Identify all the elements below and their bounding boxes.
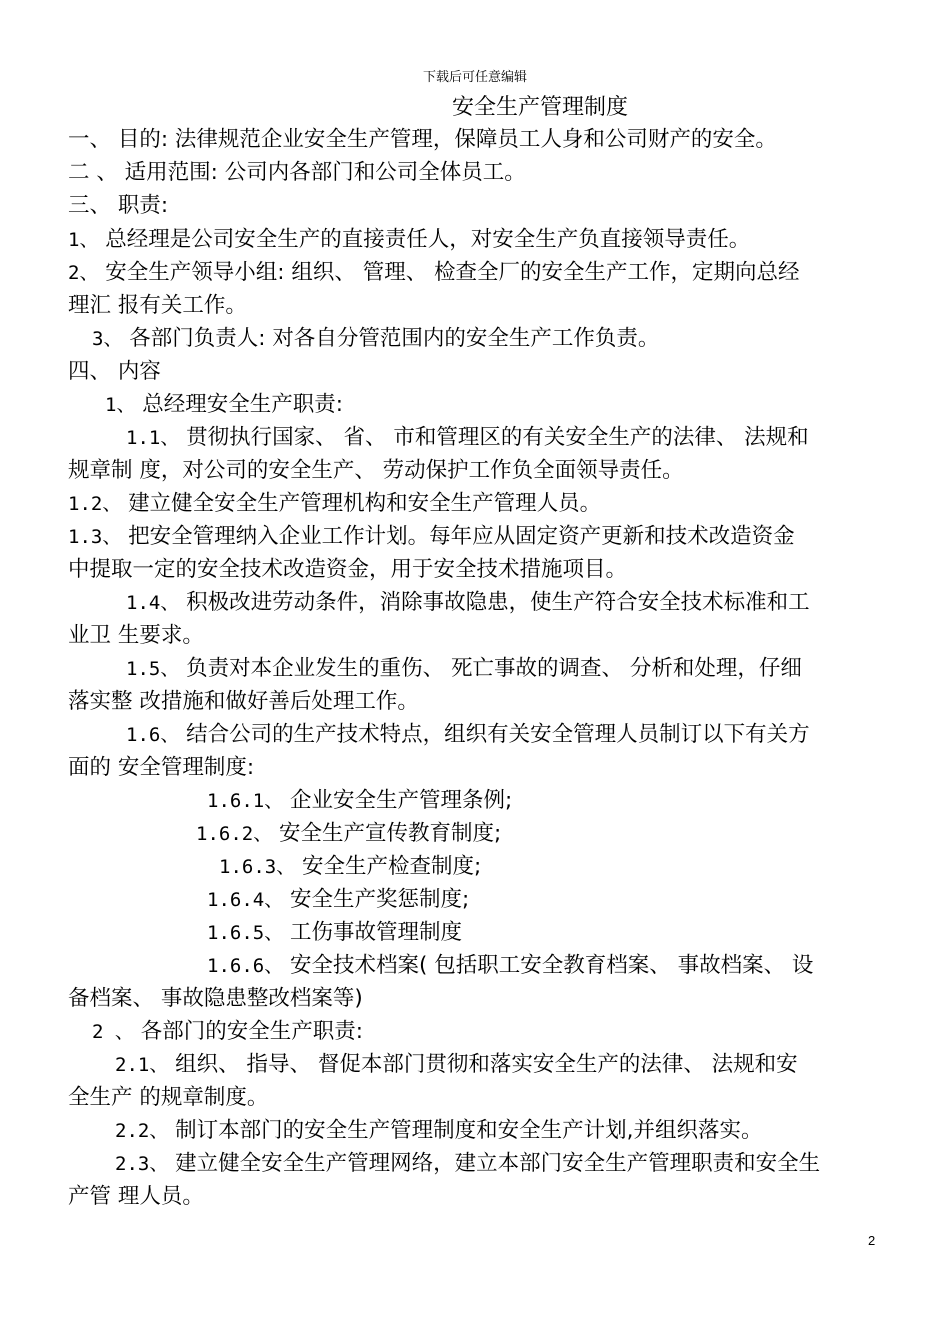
content-item-2	[92, 1016, 363, 1048]
item-number: 1.6.4、	[207, 889, 284, 911]
line-text: 业卫 生要求。	[68, 623, 204, 648]
content-item-1-6-3	[219, 851, 481, 883]
content-item-1-3	[68, 521, 795, 553]
line-text: 全生产 的规章制度。	[68, 1085, 269, 1110]
content-item-1-4	[126, 587, 810, 619]
line-text: 规章制 度，对公司的安全生产、 劳动保护工作负全面领导责任。	[68, 458, 684, 483]
line-text: 四、 内容	[68, 359, 161, 384]
content-item-2-3-cont	[68, 1181, 204, 1213]
content-item-2-3	[115, 1148, 820, 1180]
content-item-1-2	[68, 488, 601, 520]
item-number: 2.3、	[115, 1153, 169, 1175]
content-item-1-4-cont	[68, 620, 204, 652]
content-item-1-5-cont	[68, 686, 419, 718]
line-text: 制订本部门的安全生产管理制度和安全生产计划,并组织落实。	[168, 1118, 763, 1143]
content-item-2-1	[115, 1049, 798, 1081]
content-item-1-1	[126, 422, 809, 454]
content-item-1-6-1	[207, 785, 512, 817]
item-number: 1.5、	[126, 658, 180, 680]
line-text: 总经理是公司安全生产的直接责任人，对安全生产负直接领导责任。	[98, 227, 751, 252]
item-number: 1.6.5、	[207, 922, 284, 944]
content-item-1-5	[126, 653, 802, 685]
line-text: 三、 职责:	[68, 193, 169, 218]
item-number: 2.1、	[115, 1054, 169, 1076]
line-text: 建立健全安全生产管理网络，建立本部门安全生产管理职责和安全生	[168, 1151, 821, 1176]
item-number: 2 、	[92, 1021, 134, 1043]
item-number: 1.4、	[126, 592, 180, 614]
line-text: 工伤事故管理制度	[283, 920, 463, 945]
content-item-1-6-cont	[68, 752, 254, 784]
line-text: 安全生产奖惩制度;	[283, 887, 470, 912]
item-number: 1.6.1、	[207, 790, 284, 812]
line-text: 负责对本企业发生的重伤、 死亡事故的调查、 分析和处理，仔细	[179, 656, 802, 681]
content-item-1	[105, 389, 343, 421]
item-number: 1、	[68, 229, 99, 251]
line-text: 落实整 改措施和做好善后处理工作。	[68, 689, 419, 714]
content-item-1-1-cont	[68, 455, 684, 487]
line-text: 备档案、 事故隐患整改档案等)	[68, 986, 363, 1011]
line-text: 各部门负责人: 对各自分管范围内的安全生产工作负责。	[122, 326, 660, 351]
item-number: 1.2、	[68, 493, 122, 515]
line-text: 安全技术档案( 包括职工安全教育档案、 事故档案、 设	[283, 953, 814, 978]
line-text: 理汇 报有关工作。	[68, 293, 247, 318]
item-number: 2、	[68, 262, 99, 284]
item-number: 1.6.6、	[207, 955, 284, 977]
duty-item-2	[68, 257, 800, 289]
item-number: 1.6.2、	[196, 823, 273, 845]
page-header: 下载后可任意编辑	[422, 70, 527, 85]
item-number: 1.6.3、	[219, 856, 296, 878]
line-text: 企业安全生产管理条例;	[283, 788, 513, 813]
line-text: 一、 目的: 法律规范企业安全生产管理，保障员工人身和公司财产的安全。	[68, 127, 777, 152]
content-item-1-6-6	[207, 950, 813, 982]
line-text: 建立健全安全生产管理机构和安全生产管理人员。	[121, 491, 602, 516]
line-text: 贯彻执行国家、 省、 市和管理区的有关安全生产的法律、 法规和	[179, 425, 809, 450]
section-scope	[68, 157, 526, 189]
line-text: 安全生产宣传教育制度;	[272, 821, 502, 846]
content-item-2-1-cont	[68, 1082, 268, 1114]
item-number: 3、	[92, 328, 123, 350]
line-text: 各部门的安全生产职责:	[133, 1019, 363, 1044]
item-number: 1.3、	[68, 526, 122, 548]
item-number: 1.6、	[126, 724, 180, 746]
duty-item-3	[92, 323, 659, 355]
item-number: 1.1、	[126, 427, 180, 449]
content-item-1-6-4	[207, 884, 469, 916]
content-item-1-6-2	[196, 818, 501, 850]
item-number: 1、	[105, 394, 136, 416]
line-text: 总经理安全生产职责:	[135, 392, 344, 417]
section-purpose	[68, 124, 777, 156]
page-number: 2	[868, 1233, 876, 1248]
section-content	[68, 356, 161, 388]
line-text: 结合公司的生产技术特点，组织有关安全管理人员制订以下有关方	[179, 722, 810, 747]
item-number: 2.2、	[115, 1120, 169, 1142]
content-item-1-6-6-cont	[68, 983, 363, 1015]
duty-item-1	[68, 224, 750, 256]
content-item-1-3-cont	[68, 554, 627, 586]
content-item-1-6-5	[207, 917, 462, 949]
section-duties	[68, 190, 168, 222]
content-item-2-2	[115, 1115, 763, 1147]
duty-item-2-cont	[68, 290, 247, 322]
line-text: 中提取一定的安全技术改造资金，用于安全技术措施项目。	[68, 557, 628, 582]
line-text: 二 、 适用范围: 公司内各部门和公司全体员工。	[68, 160, 526, 185]
line-text: 积极改进劳动条件，消除事故隐患，使生产符合安全技术标准和工	[179, 590, 810, 615]
line-text: 把安全管理纳入企业工作计划。每年应从固定资产更新和技术改造资金	[121, 524, 795, 549]
document-title: 安全生产管理制度	[451, 95, 628, 120]
line-text: 组织、 指导、 督促本部门贯彻和落实安全生产的法律、 法规和安	[168, 1052, 798, 1077]
line-text: 安全生产检查制度;	[295, 854, 482, 879]
line-text: 安全生产领导小组: 组织、 管理、 检查全厂的安全生产工作，定期向总经	[98, 260, 800, 285]
content-item-1-6	[126, 719, 810, 751]
line-text: 产管 理人员。	[68, 1184, 204, 1209]
line-text: 面的 安全管理制度:	[68, 755, 255, 780]
